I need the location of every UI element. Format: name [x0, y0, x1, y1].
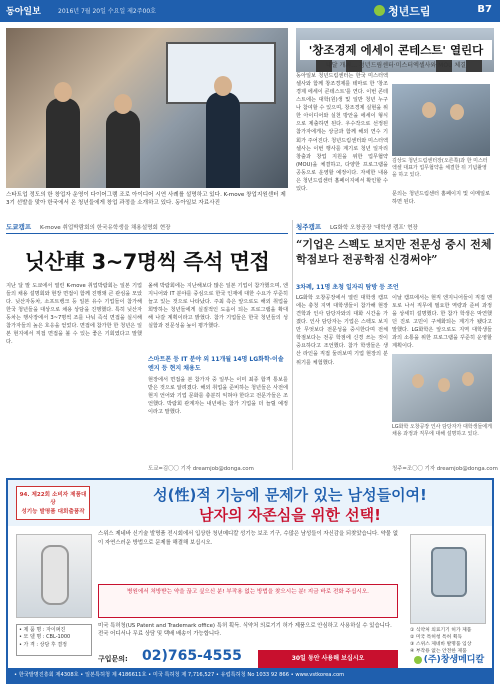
mou-photo [392, 84, 490, 156]
person-figure [106, 110, 140, 188]
ad-features: 미국 특허청(US Patent and Trademark office) 특허 획득. 식약처 의료기기 허가 제품으로 안심하고 사용하실 수 있습니다. 전국 어디서나 무료 상담 및 택배 배송이 가능합니다. [98, 623, 392, 638]
column-divider [292, 220, 293, 470]
award-badge: 94. 제22회 소비자 제품대상 성기능 발명품 대회출품작 [16, 486, 90, 520]
advertisement[interactable] [6, 478, 494, 684]
photo-caption: LG화학 오창공장 인사 담당자가 대학생들에게 채용 과정과 직무에 대해 설명하고 있다. [392, 424, 492, 437]
product-info-box: • 제 품 명 : 자이퍼진 • 모 델 명 : CBL-1000 • 가 격 : 상담 후 결정 [16, 624, 92, 656]
section-tag: 청주캠프 [296, 223, 322, 231]
phone-label: 구입문의: [98, 655, 128, 663]
article-headline: '창조경제 에세이 콘테스트' 열린다 [300, 40, 492, 60]
interview-headline: “기업은 스펙도 보지만 전문성 중시 전체 학점보다 전공학점 신경써야” [296, 238, 492, 266]
interview-headline-box [296, 238, 494, 268]
article-body: 지난 달 말 도쿄에서 열린 K-move 취업박람회는 일본 기업들의 채용 설명회와 현장 면접이 함께 진행돼 큰 관심을 모았다. 닛산자동차, 소프트뱅크 등 일본 유수 기업들이 참가해 한국 청년들을 대상으로 채용 상담을 진행했다. 특히 닛산자동차는 행사장에서 3~7명씩 조를 나눠 즉석 면접을 실시해 참가자들의 높은 호응을 얻었다. 면접에 참가한 한 청년은 일본 현지에서 직접 면접을 볼 수 있는 좋은 기회였다고 말했다. [6, 283, 142, 346]
device-icon [431, 547, 467, 597]
cheongnyeon-dream-logo-icon [374, 5, 385, 16]
section-tag: 도쿄캠프 [6, 223, 32, 231]
ad-callout-box: 병원에서 처방받는 약을 끊고 싶으신 분! 부작용 없는 방법을 찾으시는 분! 지금 바로 전화 주십시오. [98, 584, 398, 618]
trial-promo-badge: 30일 동안 사용해 보십시오 [258, 650, 398, 668]
section-bar-tokyo [6, 222, 288, 234]
ad-footer-certifications: • 한국발명진흥회 제4308호 • 일본특허청 제 4186611호 • 미국 특허청 제 7,716,527 • 유럽특허청 No 1033 92 866 • www.vstkorea.com [8, 668, 492, 682]
product-image [16, 534, 92, 618]
main-headline: 닛산車 3~7명씩 즉석 면접 [24, 250, 270, 274]
ad-lead-text: 스위스 제네바 신기술 발명품 전시회에서 입상한 청년메디칼 성기능 보조 기구, 수많은 남성들이 자신감을 되찾았습니다. 약물 없이 자연스러운 방법으로 문제를 해결해 보십시오. [98, 531, 398, 546]
ad-feature-list: ① 식약처 의료기기 허가 제품 ② 미국 특허청 특허 획득 ③ 스위스 제네바 발명품 입상 ④ 부작용 없는 안전한 제품 [410, 628, 472, 654]
lg-camp-photo [392, 354, 492, 422]
article-subhead: 스마트폰 등 IT 분야 외 11개월 14명 LG화학·이솔엔지 등 현지 채용도 [148, 356, 284, 372]
article-body: LG화학 오창공장에서 열린 대학생 캠프에는 충청 지역 대학생들이 참가해 현장 견학과 인사 담당자와의 대화 시간을 가졌다. 인사 담당자는 기업은 스펙도 보지만 무엇보다 전문성을 중시한다며 전체 학점보다는 전공 학점에 신경 쓰는 것이 중요하다고 조언했다. 참가 학생들은 생산 라인을 직접 둘러보며 기업 현장의 분위기를 체험했다. [296, 295, 388, 366]
brand-name: (주)창생메디칼 [410, 652, 488, 665]
person-figure [46, 98, 80, 188]
person-head [54, 82, 72, 102]
seminar-photo [6, 28, 288, 188]
newspaper-name: 동아일보 [6, 7, 41, 17]
brand-logo-icon [414, 656, 422, 664]
section-bar-cheongju [296, 222, 494, 234]
article-body: 이날 캠프에서는 현직 엔지니어들이 직접 멘토로 나서 직무에 필요한 역량과 준비 과정을 상세히 설명했다. 한 참가 학생은 막연했던 진로 고민이 구체화되는 계기가 됐다고 말했다. LG화학은 앞으로도 지역 대학생들과의 소통을 위한 프로그램을 꾸준히 운영할 계획이다. [392, 295, 492, 350]
article-body: 동아일보 청년드림센터는 한국 미스터엑셀사와 함께 창조경제를 테마로 한 '창조경제 에세이 콘테스트'를 연다. 이번 콘테스트에는 대학(원)생 및 일반 청년 누구나 참여할 수 있으며, 창조경제 실현을 위한 아이디어와 실천 방안을 에세이 형식으로 제출하면 된다. 우수작으로 선정된 참가자에게는 상금과 함께 해외 연수 기회가 주어진다. 청년드림센터와 미스터엑셀사는 이번 행사를 계기로 청년 일자리 창출과 창업 지원을 위한 업무협약(MOU)을 체결하고, 다양한 프로그램을 공동으로 운영할 예정이다. 자세한 내용은 청년드림센터 홈페이지에서 확인할 수 있다. [296, 73, 388, 192]
photo-caption: 김상도 청년드림센터장(오른쪽)과 한 미스터엑셀 대표가 업무협약을 체결한 뒤 기념촬영을 하고 있다. [392, 158, 488, 178]
person-figure [206, 92, 240, 188]
device-icon [41, 545, 69, 605]
phone-number-link[interactable]: 02)765-4555 [142, 648, 242, 664]
article-subhead: 3차례, 11명 초청 일자리 탐방 등 조언 [296, 284, 399, 291]
masthead [0, 0, 500, 22]
ad-header [8, 480, 492, 526]
article-subhead: 내달 개최… 청년드림센터·미스터엑셀사와 MOU 체결 [326, 62, 466, 69]
ad-subheadline: 남자의 자존심을 위한 선택! [199, 506, 381, 524]
person-head [214, 76, 232, 96]
section-desc: K-move 취업박람회의 한국유학생을 채용설명회 현장 [40, 225, 171, 231]
article-contact: 문의는 청년드림센터 홈페이지 및 이메일로 하면 된다. [392, 191, 490, 206]
ad-headline: 성(性)적 기능에 문제가 있는 남성들이여! [153, 486, 427, 504]
section-title: 청년드림 [388, 5, 431, 18]
article-body: 올해 박람회에는 지난해보다 많은 일본 기업이 참가했으며, 엔지니어와 IT 분야를 중심으로 한국 인재에 대한 수요가 꾸준히 늘고 있는 것으로 나타났다. 주최 측은 앞으로도 해외 취업을 희망하는 청년들에게 실질적인 도움이 되는 프로그램을 확대해 나갈 계획이라고 밝혔다. 참가 기업들은 한국 청년들의 성실함과 전문성을 높이 평가했다. [148, 283, 288, 330]
photo-caption: 스타트업 정도의 한 창업자 운영이 다이어그램 조로 아이디어 시연 사례를 설명하고 있다. K-move 창업지원센터 제3기 선발을 맞아 한국에서 온 청년들에게 창업 과정을 소개하고 있다. 동아일보 자료사진 [6, 192, 286, 207]
section-desc: LG화학 오창공장 '대학생 캠프' 현장 [330, 225, 418, 231]
dateline: 2016년 7월 20일 수요일 제2주00호 [58, 8, 156, 15]
person-head [114, 94, 132, 114]
product-box-image [410, 534, 486, 624]
reporter-byline: 도쿄=김〇〇 기자 dreamjob@donga.com [148, 466, 254, 472]
reporter-byline: 청주=조〇〇 기자 dreamjob@donga.com [392, 466, 498, 472]
article-body: 현장에서 면접을 본 참가자 중 일부는 이미 최종 합격 통보를 받은 것으로 알려졌다. 해외 취업을 준비하는 청년들은 사전에 현지 언어와 기업 문화를 충분히 익혀야 한다고 전문가들은 조언했다. 박람회 관계자는 내년에는 참가 기업을 더 늘릴 예정이라고 말했다. [148, 377, 288, 416]
page-number: B7 [477, 4, 492, 15]
